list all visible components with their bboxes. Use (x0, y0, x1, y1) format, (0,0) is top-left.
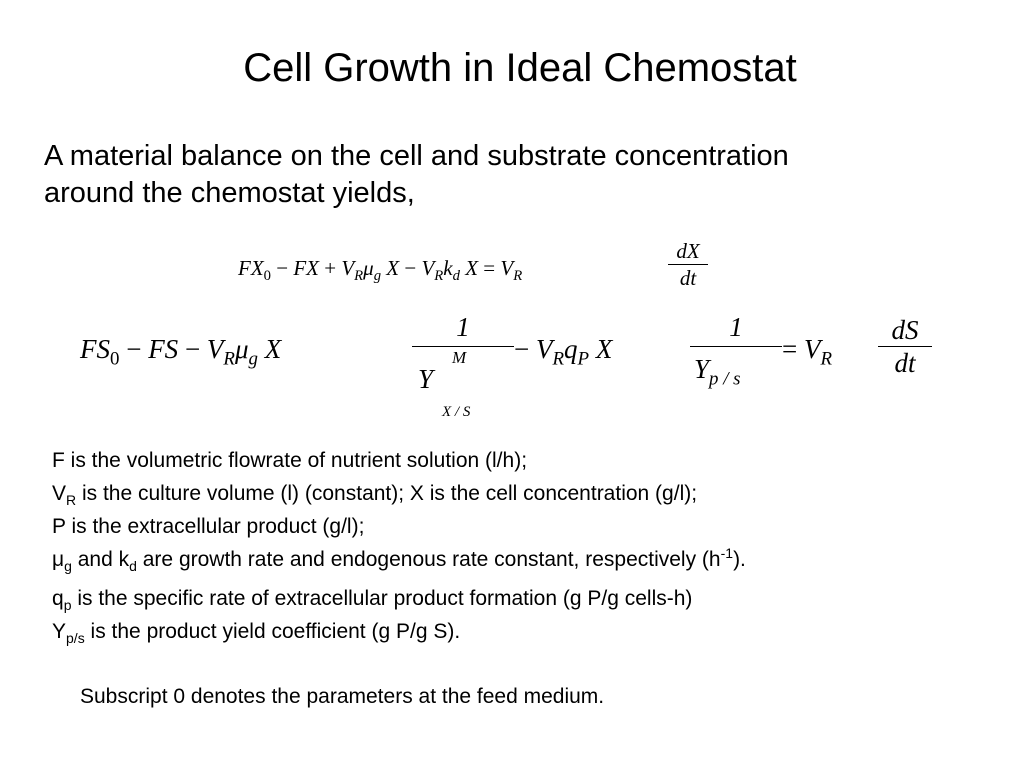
substrate-balance-equation-middle: − $V_Rq_P$ X (514, 334, 613, 370)
substrate-balance-equation-left: $FS_0$ − FS − $V_R\mu_g$ X (80, 334, 282, 370)
definition-p: P is the extracellular product (g/l); (52, 515, 365, 538)
definition-vr-x: $V_R$ is the culture volume (l) (constant); X is the cell concentration (g/l); (52, 482, 698, 508)
product-yield-fraction: 1 $Y_{p / s}$ (690, 312, 782, 347)
slide-title: Cell Growth in Ideal Chemostat (243, 46, 797, 90)
yield-fraction-xs: 1 M Y X / S (412, 312, 514, 347)
intro-line-2: around the chemostat yields, (44, 177, 415, 209)
definition-qp: $q_p$ is the specific rate of extracellular product formation (g P/g cells-h) (52, 587, 693, 613)
feed-medium-note: Subscript 0 denotes the parameters at the feed medium. (80, 685, 605, 708)
definition-f: F is the volumetric flowrate of nutrient solution (l/h); (52, 449, 528, 472)
substrate-balance-equation-right: = $V_R$ (782, 334, 833, 370)
definition-mu-kd: $\mu_g$ and $k_d$ are growth rate and endogenous rate constant, respectively $(h^{-1})$. (52, 545, 746, 574)
intro-line-1: A material balance on the cell and substrate concentration (44, 140, 789, 172)
definitions-list (52, 444, 1012, 648)
eq2-derivative-fraction: dS dt (878, 314, 932, 379)
eq1-derivative-fraction: dX dt (668, 238, 708, 291)
definition-yps: $Y_{p/s}$ is the product yield coefficient (g P/g S). (52, 620, 461, 646)
cell-balance-equation: $FX_0$ − FX + $V_R\mu_g$ $X - V_Rk_d$ $X = V_R$ (238, 256, 523, 285)
intro-paragraph (44, 138, 984, 212)
